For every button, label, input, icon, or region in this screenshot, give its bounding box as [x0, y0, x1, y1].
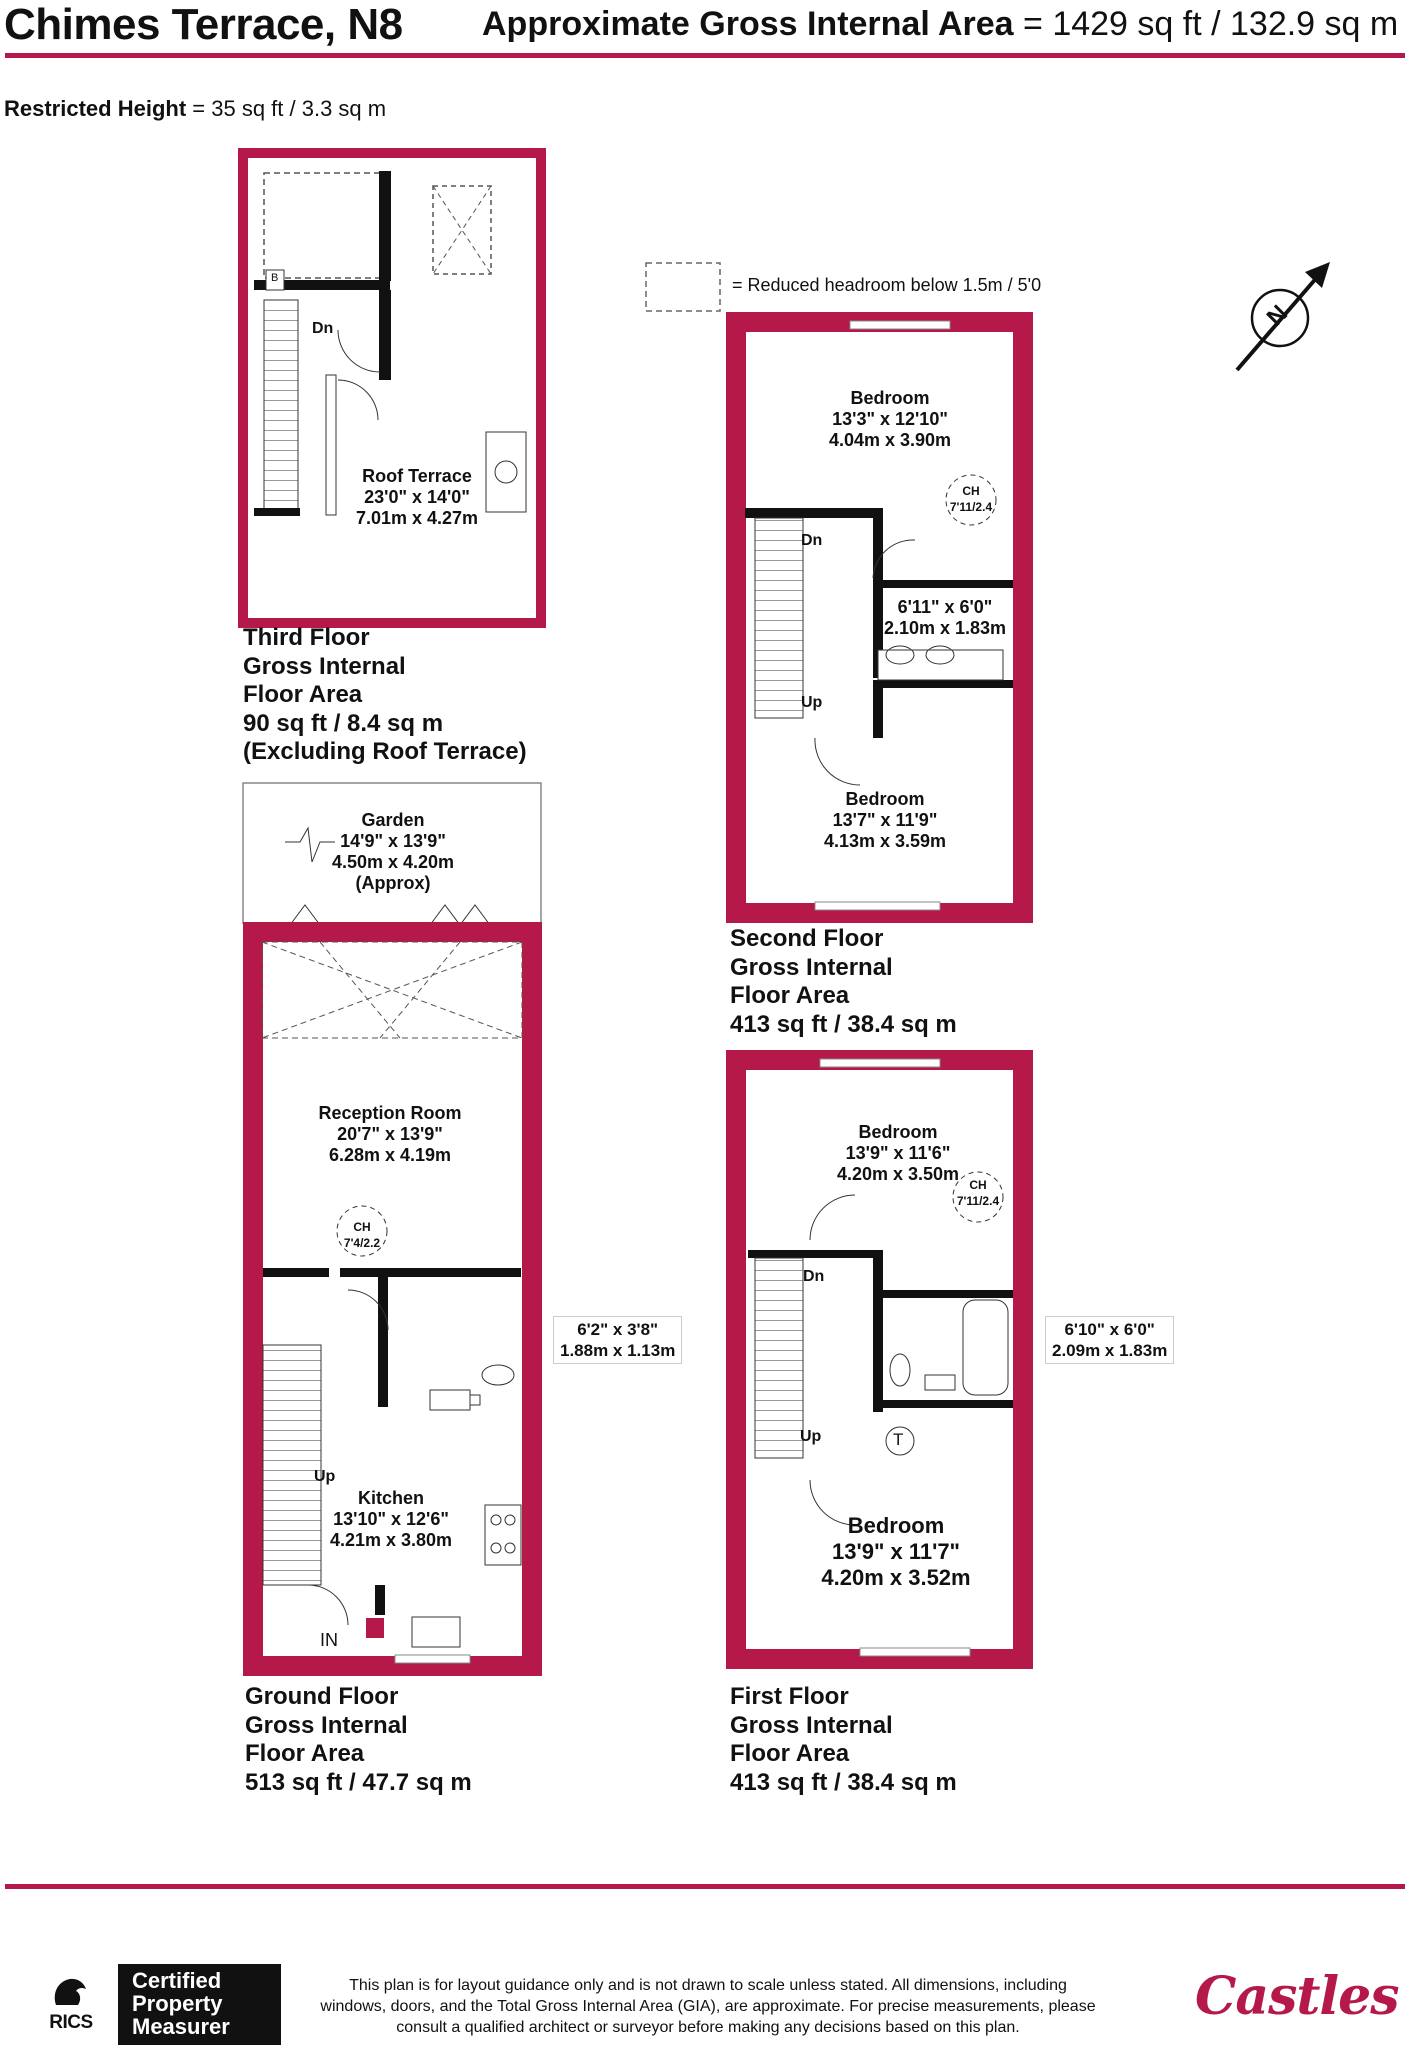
room-roof-terrace — [356, 466, 478, 529]
room-metric: 6.28m x 4.19m — [328, 1145, 452, 1165]
room-imperial: 13'7" x 11'9" — [832, 810, 938, 830]
room-metric: 4.20m x 3.52m — [821, 1565, 971, 1590]
room-name: Roof Terrace — [362, 466, 472, 486]
first-floor-caption — [730, 1683, 957, 1797]
headroom-legend-swatch — [646, 263, 720, 311]
room-kitchen — [330, 1488, 452, 1551]
room-metric: 4.21m x 3.80m — [329, 1530, 453, 1550]
restricted-height-value: = 35 sq ft / 3.3 sq m — [192, 96, 387, 121]
caption-line: 413 sq ft / 38.4 sq m — [730, 1768, 957, 1796]
room-imperial: 13'9" x 11'7" — [832, 1539, 960, 1564]
caption-line: First Floor — [730, 1683, 849, 1710]
second-floor-dn: Dn — [801, 532, 823, 549]
room-bathroom-second — [884, 597, 1006, 639]
room-imperial: 6'11" x 6'0" — [897, 597, 993, 617]
caption-line: Gross Internal — [730, 953, 893, 981]
room-name: Kitchen — [357, 1488, 424, 1508]
room-name: Bedroom — [847, 1513, 945, 1538]
caption-line: 90 sq ft / 8.4 sq m — [243, 709, 444, 737]
boiler-mark: B — [271, 272, 279, 284]
castles-logo: Castles — [1195, 1966, 1399, 2027]
room-metric: 4.04m x 3.90m — [828, 430, 952, 450]
rics-logo-icon — [48, 1975, 92, 2011]
room-bedroom-second-front — [824, 789, 946, 852]
caption-line: Gross Internal — [730, 1711, 893, 1739]
caption-line: Floor Area — [730, 1740, 850, 1767]
page-title: Chimes Terrace, N8 — [4, 0, 403, 49]
ceiling-height-code: CH — [353, 1220, 371, 1234]
room-reception — [318, 1103, 461, 1166]
disclaimer: This plan is for layout guidance only and is not drawn to scale unless stated. All dimensions, including windows, doors, and the Total Gross Internal Area (GIA), are approximate. For precise measurements, please consult a qualified architect or surveyor before making any decisions based on this plan. — [320, 1977, 1096, 2036]
room-imperial: 13'3" x 12'10" — [832, 409, 948, 429]
ceiling-height-second — [950, 483, 992, 515]
footer-rule — [5, 1884, 1405, 1889]
room-bedroom-first-front — [821, 1513, 970, 1591]
entrance-mark: IN — [320, 1630, 338, 1650]
room-name: Bedroom — [850, 388, 930, 408]
room-name: Reception Room — [318, 1103, 462, 1123]
room-metric: 4.50m x 4.20m — [331, 852, 455, 872]
total-area-value: = 1429 sq ft / 132.9 sq m — [1023, 5, 1399, 43]
first-floor-dn: Dn — [803, 1268, 825, 1285]
room-note: (Approx) — [355, 873, 431, 893]
third-floor-plan — [243, 153, 541, 623]
badge-line: Measurer — [132, 2014, 230, 2039]
room-imperial: 14'9" x 13'9" — [340, 831, 446, 851]
ceiling-height-code: CH — [969, 1178, 987, 1192]
third-floor-dn: Dn — [312, 320, 334, 337]
room-imperial: 6'10" x 6'0" — [1064, 1320, 1155, 1339]
room-bathroom-first — [1045, 1316, 1174, 1364]
caption-line: Gross Internal — [243, 652, 406, 680]
caption-line: 413 sq ft / 38.4 sq m — [730, 1010, 957, 1038]
caption-line: 513 sq ft / 47.7 sq m — [245, 1768, 472, 1796]
badge-line: Property — [132, 1991, 223, 2016]
room-imperial: 13'10" x 12'6" — [333, 1509, 449, 1529]
second-floor-up: Up — [801, 694, 823, 711]
caption-line: Floor Area — [245, 1740, 365, 1767]
room-imperial: 6'2" x 3'8" — [577, 1320, 659, 1339]
caption-line: Gross Internal — [245, 1711, 408, 1739]
room-name: Bedroom — [845, 789, 925, 809]
ceiling-height-ground — [344, 1219, 380, 1251]
compass-letter: N — [1261, 299, 1293, 332]
certified-property-measurer-badge — [118, 1964, 281, 2045]
third-floor-caption — [243, 624, 527, 767]
headroom-legend-text: = Reduced headroom below 1.5m / 5'0 — [732, 275, 1042, 295]
ceiling-height-value: 7'4/2.2 — [343, 1236, 381, 1250]
ground-floor-plan — [253, 932, 532, 1666]
room-wc-ground — [553, 1316, 682, 1364]
room-metric: 2.10m x 1.83m — [883, 618, 1007, 638]
caption-line: Third Floor — [243, 624, 370, 651]
caption-line: Floor Area — [243, 681, 363, 708]
room-metric: 4.20m x 3.50m — [836, 1164, 960, 1184]
caption-line: (Excluding Roof Terrace) — [243, 738, 527, 765]
ceiling-height-code: CH — [962, 484, 980, 498]
room-name: Garden — [361, 810, 425, 830]
room-imperial: 13'9" x 11'6" — [845, 1143, 951, 1163]
total-area-label: Approximate Gross Internal Area — [482, 5, 1014, 43]
ground-floor-caption — [245, 1683, 472, 1797]
ceiling-height-value: 7'11/2.4 — [956, 1194, 1000, 1208]
room-metric: 4.13m x 3.59m — [823, 831, 947, 851]
room-name: Bedroom — [858, 1122, 938, 1142]
room-metric: 2.09m x 1.83m — [1052, 1341, 1168, 1360]
badge-line: Certified — [132, 1968, 222, 1993]
room-garden — [332, 810, 454, 894]
room-imperial: 23'0" x 14'0" — [364, 487, 470, 507]
ceiling-height-first — [957, 1177, 999, 1209]
caption-line: Second Floor — [730, 925, 884, 952]
tank-mark: T — [893, 1430, 904, 1449]
ground-floor-up: Up — [314, 1468, 336, 1485]
room-metric: 1.88m x 1.13m — [560, 1341, 676, 1360]
restricted-height-label: Restricted Height — [4, 96, 187, 121]
caption-line: Ground Floor — [245, 1683, 399, 1710]
first-floor-up: Up — [800, 1428, 822, 1445]
rics-text: RICS — [49, 2012, 93, 2033]
caption-line: Floor Area — [730, 982, 850, 1009]
room-imperial: 20'7" x 13'9" — [337, 1124, 443, 1144]
second-floor-caption — [730, 925, 957, 1039]
room-bedroom-second-rear — [829, 388, 951, 451]
ceiling-height-value: 7'11/2.4 — [949, 500, 993, 514]
room-metric: 7.01m x 4.27m — [355, 508, 479, 528]
room-bedroom-first-rear — [837, 1122, 959, 1185]
